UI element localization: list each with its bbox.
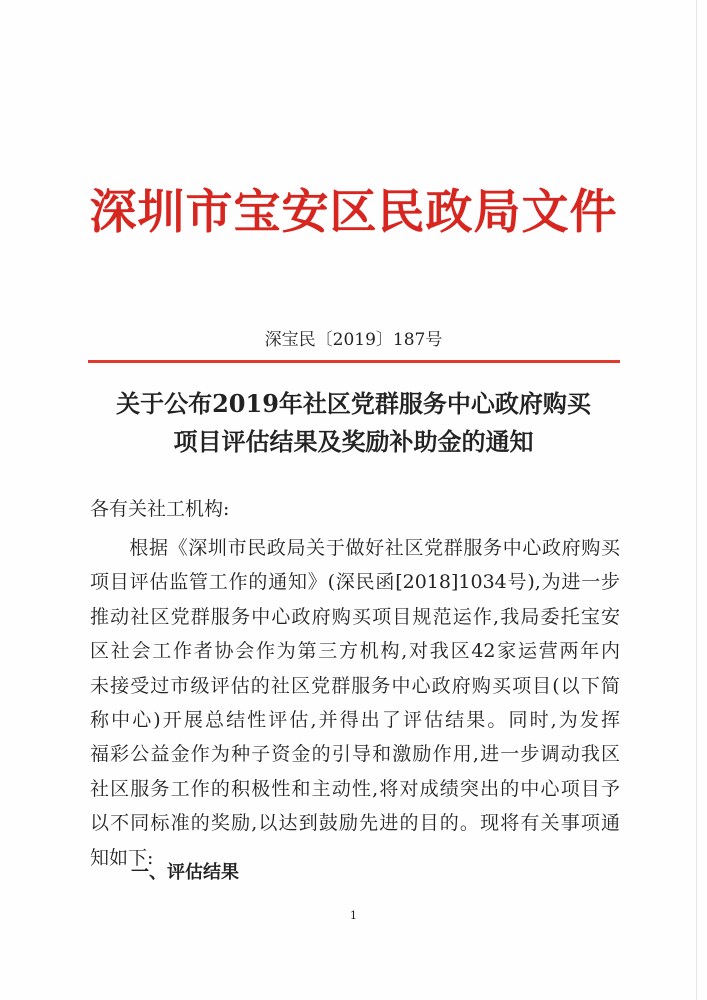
scan-edge-line: [696, 0, 697, 1000]
body-line: 项目评估监管工作的通知》(深民函[2018]1034号),为进一步: [90, 571, 620, 594]
notice-title: [0, 385, 707, 461]
body-line: 社区服务工作的积极性和主动性,将对成绩突出的中心项目予: [90, 777, 620, 800]
page-number: 1: [350, 909, 357, 922]
notice-title-line: 项目评估结果及奖励补助金的通知: [173, 427, 534, 456]
body-line: 知如下:: [90, 846, 154, 869]
body-paragraph: [90, 531, 620, 875]
document-header-title: 深圳市宝安区民政局文件: [89, 185, 618, 240]
body-line: 福彩公益金作为种子资金的引导和激励作用,进一步调动我区: [90, 743, 620, 766]
body-line: 根据《深圳市民政局关于做好社区党群服务中心政府购买: [90, 537, 620, 559]
body-line: 以不同标准的奖励,以达到鼓励先进的目的。现将有关事项通: [90, 812, 620, 835]
section-heading: 一、评估结果: [131, 862, 239, 883]
document-number: 深宝民〔2019〕187号: [264, 330, 443, 350]
notice-title-line: 关于公布2019年社区党群服务中心政府购买: [116, 389, 591, 418]
body-line: 未接受过市级评估的社区党群服务中心政府购买项目(以下简: [90, 674, 620, 697]
body-line: 推动社区党群服务中心政府购买项目规范运作,我局委托宝安: [90, 605, 620, 628]
salutation: 各有关社工机构:: [90, 498, 230, 520]
body-line: 区社会工作者协会作为第三方机构,对我区42家运营两年内: [90, 640, 620, 663]
red-separator-rule: [88, 360, 620, 363]
body-line: 称中心)开展总结性评估,并得出了评估结果。同时,为发挥: [90, 708, 620, 731]
